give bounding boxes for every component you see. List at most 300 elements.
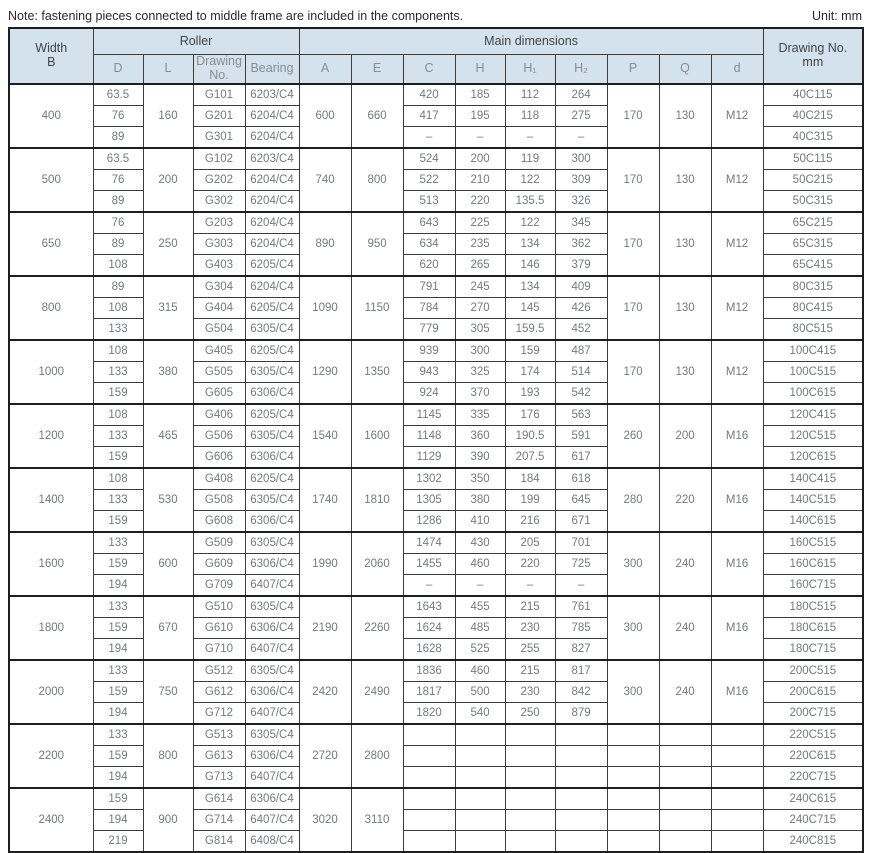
roller-d-cell: 159 [93,681,143,702]
dim-h-cell: 540 [455,702,505,724]
dim-c-cell: 791 [403,276,455,298]
width-b-cell: 500 [9,148,93,212]
drawing-no-mm-cell: 200C615 [763,681,863,702]
dim-h1-cell: 193 [505,382,555,404]
dim-h2-cell: 542 [555,382,607,404]
bearing-cell: 6204/C4 [245,276,299,298]
dim-h-cell: 210 [455,169,505,190]
table-row [9,745,863,766]
drawing-no-mm-cell: 50C315 [763,190,863,212]
dim-e-cell: 1600 [351,404,403,468]
width-b-cell: 1400 [9,468,93,532]
dim-h1-cell: 207.5 [505,446,555,468]
roller-drawing-no-cell: G712 [193,702,245,724]
dim-q-cell: 130 [659,148,711,212]
roller-drawing-no-cell: G406 [193,404,245,426]
roller-l-cell: 250 [143,212,193,276]
roller-drawing-no-cell: G613 [193,745,245,766]
dim-q-cell: 240 [659,532,711,596]
dim-c-cell [403,745,455,766]
dim-h2-cell: 345 [555,212,607,234]
dim-h-cell: 410 [455,510,505,532]
bearing-cell: 6407/C4 [245,702,299,724]
dim-h2-cell: 827 [555,638,607,660]
dim-c-cell: 1286 [403,510,455,532]
dim-q-cell: 240 [659,660,711,724]
bearing-cell: 6305/C4 [245,318,299,340]
dim-c-cell: 1628 [403,638,455,660]
dim-p-cell [607,830,659,852]
roller-d-cell: 89 [93,126,143,148]
table-row [9,532,863,554]
roller-d-cell: 159 [93,553,143,574]
roller-d-cell: 108 [93,254,143,276]
roller-d-cell: 159 [93,382,143,404]
dim-h2-cell [555,788,607,810]
dim-h1-cell: 220 [505,553,555,574]
roller-l-cell: 315 [143,276,193,340]
drawing-no-mm-cell: 240C615 [763,788,863,810]
bearing-cell: 6408/C4 [245,830,299,852]
dim-e-cell: 2260 [351,596,403,660]
dim-h1-cell: 118 [505,105,555,126]
drawing-no-label-line1: Drawing No. [778,41,848,55]
roller-d-cell: 63.5 [93,148,143,170]
dim-h2-cell: 452 [555,318,607,340]
bearing-cell: 6407/C4 [245,809,299,830]
table-row [9,809,863,830]
dim-p-cell [607,788,659,810]
dim-h1-cell: 134 [505,233,555,254]
drawing-no-mm-cell: 220C715 [763,766,863,788]
dim-h1-cell: 146 [505,254,555,276]
dim-c-cell: – [403,574,455,596]
dim-e-cell: 2800 [351,724,403,788]
col-header-d: D [93,55,143,84]
roller-drawing-no-cell: G609 [193,553,245,574]
bearing-cell: 6306/C4 [245,510,299,532]
dim-h-cell [455,766,505,788]
col-header-small-d: d [711,55,763,84]
dim-h1-cell: 112 [505,84,555,106]
dim-a-cell: 2720 [299,724,351,788]
roller-l-cell: 750 [143,660,193,724]
bearing-cell: 6305/C4 [245,489,299,510]
dim-e-cell: 660 [351,84,403,148]
bearing-cell: 6204/C4 [245,190,299,212]
roller-drawing-no-cell: G202 [193,169,245,190]
dim-h1-cell: 215 [505,660,555,682]
dim-c-cell: 1474 [403,532,455,554]
drawing-no-mm-cell: 160C715 [763,574,863,596]
dim-p-cell: 170 [607,84,659,148]
col-header-l: L [143,55,193,84]
dim-q-cell: 130 [659,340,711,404]
dim-c-cell: 1836 [403,660,455,682]
dim-h2-cell: 326 [555,190,607,212]
dim-c-cell: 1624 [403,617,455,638]
roller-d-cell: 159 [93,617,143,638]
dim-h-cell: 195 [455,105,505,126]
dim-h2-cell: 842 [555,681,607,702]
roller-d-cell: 108 [93,340,143,362]
roller-d-cell: 194 [93,766,143,788]
roller-d-cell: 194 [93,638,143,660]
dim-h-cell [455,788,505,810]
dim-h2-cell: 761 [555,596,607,618]
dim-h-cell: 430 [455,532,505,554]
roller-d-cell: 133 [93,596,143,618]
roller-d-cell: 89 [93,190,143,212]
dim-d-cell: M16 [711,404,763,468]
dim-d-cell [711,830,763,852]
table-row [9,788,863,810]
dim-q-cell [659,809,711,830]
drawing-no-mm-cell: 40C115 [763,84,863,106]
dim-h-cell: 380 [455,489,505,510]
bearing-cell: 6305/C4 [245,660,299,682]
dim-c-cell: 943 [403,361,455,382]
col-header-h: H [455,55,505,84]
drawing-no-mm-cell: 160C615 [763,553,863,574]
dim-d-cell: M12 [711,148,763,212]
drawing-no-mm-cell: 220C515 [763,724,863,746]
roller-d-cell: 108 [93,297,143,318]
roller-d-cell: 76 [93,105,143,126]
width-b-cell: 650 [9,212,93,276]
drawing-no-mm-cell: 160C515 [763,532,863,554]
dim-h1-cell [505,766,555,788]
bearing-cell: 6203/C4 [245,148,299,170]
dim-h-cell: 335 [455,404,505,426]
col-header-width-b [9,28,93,84]
roller-l-cell: 800 [143,724,193,788]
dim-h1-cell [505,745,555,766]
roller-d-cell: 76 [93,212,143,234]
drawing-no-mm-cell: 65C415 [763,254,863,276]
roller-drawing-no-cell: G605 [193,382,245,404]
dim-d-cell: M12 [711,276,763,340]
dim-h1-cell: 215 [505,596,555,618]
roller-drawing-no-cell: G203 [193,212,245,234]
dim-c-cell: 1129 [403,446,455,468]
dim-h-cell [455,745,505,766]
dim-h-cell [455,830,505,852]
drawing-no-mm-cell: 240C715 [763,809,863,830]
dim-h-cell: 460 [455,553,505,574]
table-row [9,830,863,852]
bearing-cell: 6305/C4 [245,724,299,746]
roller-d-cell: 133 [93,489,143,510]
dim-h1-cell: 122 [505,169,555,190]
dim-h2-cell [555,766,607,788]
dim-q-cell: 130 [659,212,711,276]
roller-d-cell: 76 [93,169,143,190]
dim-h2-cell: 617 [555,446,607,468]
dim-c-cell: 634 [403,233,455,254]
bearing-cell: 6306/C4 [245,681,299,702]
drawing-no-mm-cell: 100C515 [763,361,863,382]
width-b-cell: 1000 [9,340,93,404]
dim-h-cell: 350 [455,468,505,490]
dim-h1-cell [505,830,555,852]
dim-p-cell [607,745,659,766]
drawing-no-mm-cell: 120C515 [763,425,863,446]
dim-c-cell: 779 [403,318,455,340]
dim-e-cell: 800 [351,148,403,212]
dim-h1-cell: 184 [505,468,555,490]
roller-d-cell: 108 [93,404,143,426]
dim-h2-cell: 671 [555,510,607,532]
roller-drawing-no-cell: G408 [193,468,245,490]
dim-c-cell: 522 [403,169,455,190]
roller-l-cell: 465 [143,404,193,468]
dim-a-cell: 600 [299,84,351,148]
dim-e-cell: 950 [351,212,403,276]
roller-drawing-no-cell: G101 [193,84,245,106]
bearing-cell: 6306/C4 [245,788,299,810]
dim-a-cell: 740 [299,148,351,212]
dim-d-cell: M12 [711,340,763,404]
dim-h1-cell: 174 [505,361,555,382]
dim-c-cell: 1145 [403,404,455,426]
dim-d-cell [711,766,763,788]
dim-q-cell: 200 [659,404,711,468]
dim-h2-cell [555,809,607,830]
drawing-no-mm-cell: 180C515 [763,596,863,618]
dim-c-cell: – [403,126,455,148]
bearing-cell: 6305/C4 [245,532,299,554]
roller-drawing-no-cell: G509 [193,532,245,554]
width-b-cell: 2000 [9,660,93,724]
dim-h-cell: 485 [455,617,505,638]
bearing-cell: 6305/C4 [245,596,299,618]
roller-d-cell: 133 [93,660,143,682]
roller-d-cell: 133 [93,425,143,446]
dim-h-cell: 245 [455,276,505,298]
dim-h1-cell: 190.5 [505,425,555,446]
roller-drawing-no-cell: G506 [193,425,245,446]
roller-d-cell: 133 [93,724,143,746]
width-b-cell: 1800 [9,596,93,660]
drawing-no-mm-cell: 50C115 [763,148,863,170]
width-b-cell: 1200 [9,404,93,468]
roller-drawing-no-cell: G710 [193,638,245,660]
dim-d-cell: M16 [711,660,763,724]
dim-h2-cell [555,830,607,852]
col-header-bearing: Bearing [245,55,299,84]
dim-h-cell: 225 [455,212,505,234]
dim-d-cell: M16 [711,468,763,532]
dim-a-cell: 890 [299,212,351,276]
roller-drawing-no-cell: G610 [193,617,245,638]
roller-drawing-no-cell: G405 [193,340,245,362]
dim-p-cell: 170 [607,276,659,340]
table-row [9,766,863,788]
bearing-cell: 6204/C4 [245,105,299,126]
col-header-p: P [607,55,659,84]
dim-h2-cell: 563 [555,404,607,426]
dim-h2-cell: 701 [555,532,607,554]
dim-h1-cell: 205 [505,532,555,554]
roller-d-cell: 89 [93,276,143,298]
dim-e-cell: 1350 [351,340,403,404]
dim-c-cell: 1305 [403,489,455,510]
dim-c-cell: 1148 [403,425,455,446]
dim-c-cell: 420 [403,84,455,106]
width-b-cell: 800 [9,276,93,340]
drawing-no-mm-cell: 50C215 [763,169,863,190]
bearing-cell: 6205/C4 [245,340,299,362]
dim-h2-cell: 309 [555,169,607,190]
bearing-cell: 6205/C4 [245,468,299,490]
drawing-no-mm-cell: 240C815 [763,830,863,852]
dim-h1-cell: 122 [505,212,555,234]
dim-h-cell: 220 [455,190,505,212]
dim-h1-cell: 159.5 [505,318,555,340]
roller-drawing-no-cell: G302 [193,190,245,212]
dim-h2-cell: 264 [555,84,607,106]
drawing-no-mm-cell: 40C315 [763,126,863,148]
dim-e-cell: 2060 [351,532,403,596]
roller-l-cell: 530 [143,468,193,532]
dim-p-cell [607,809,659,830]
roller-drawing-no-cell: G304 [193,276,245,298]
dim-h-cell: 360 [455,425,505,446]
width-b-cell: 1600 [9,532,93,596]
dim-h1-cell: – [505,126,555,148]
width-label-line1: Width [35,41,68,55]
roller-drawing-no-cell: G201 [193,105,245,126]
dim-c-cell: 1455 [403,553,455,574]
table-row [9,596,863,618]
drawing-no-mm-cell: 100C615 [763,382,863,404]
dim-a-cell: 1290 [299,340,351,404]
drawing-no-label-line2: mm [802,54,824,69]
dim-p-cell: 300 [607,660,659,724]
dim-h2-cell: 618 [555,468,607,490]
roller-drawing-no-cell: G102 [193,148,245,170]
roller-drawing-no-cell: G303 [193,233,245,254]
drawing-no-mm-cell: 80C315 [763,276,863,298]
roller-l-cell: 200 [143,148,193,212]
dim-h2-cell: 785 [555,617,607,638]
drawing-no-mm-cell: 180C715 [763,638,863,660]
table-row [9,724,863,746]
dim-a-cell: 1090 [299,276,351,340]
drawing-no-mm-cell: 80C415 [763,297,863,318]
dim-p-cell: 280 [607,468,659,532]
col-header-drawing-no: Drawing No. [193,55,245,84]
dim-p-cell: 300 [607,596,659,660]
bearing-cell: 6204/C4 [245,233,299,254]
roller-d-cell: 89 [93,233,143,254]
drawing-no-mm-cell: 200C715 [763,702,863,724]
roller-l-cell: 600 [143,532,193,596]
col-header-h2: H₂ [555,55,607,84]
bearing-cell: 6306/C4 [245,745,299,766]
dim-p-cell: 260 [607,404,659,468]
drawing-no-mm-cell: 140C415 [763,468,863,490]
roller-drawing-no-cell: G510 [193,596,245,618]
bearing-cell: 6306/C4 [245,446,299,468]
width-b-cell: 2400 [9,788,93,852]
dim-c-cell [403,830,455,852]
dim-h1-cell [505,809,555,830]
dim-h2-cell: 817 [555,660,607,682]
dim-h-cell: 325 [455,361,505,382]
drawing-no-mm-cell: 65C315 [763,233,863,254]
table-row [9,468,863,490]
drawing-no-mm-cell: 140C515 [763,489,863,510]
drawing-no-mm-cell: 120C615 [763,446,863,468]
bearing-cell: 6407/C4 [245,574,299,596]
dim-h1-cell: 135.5 [505,190,555,212]
roller-d-cell: 133 [93,361,143,382]
dim-a-cell: 1540 [299,404,351,468]
dim-h1-cell: 145 [505,297,555,318]
dim-c-cell [403,809,455,830]
dim-h-cell: 270 [455,297,505,318]
dim-c-cell: 620 [403,254,455,276]
roller-l-cell: 670 [143,596,193,660]
bearing-cell: 6407/C4 [245,766,299,788]
dim-h-cell: 185 [455,84,505,106]
width-label-line2: B [47,54,56,69]
dim-h-cell: 300 [455,340,505,362]
roller-drawing-no-cell: G404 [193,297,245,318]
dim-h1-cell: 230 [505,617,555,638]
bearing-cell: 6203/C4 [245,84,299,106]
dim-c-cell: 417 [403,105,455,126]
dim-q-cell: 130 [659,276,711,340]
drawing-no-mm-cell: 80C515 [763,318,863,340]
drawing-no-mm-cell: 40C215 [763,105,863,126]
dim-h1-cell: 216 [505,510,555,532]
roller-drawing-no-cell: G505 [193,361,245,382]
dim-e-cell: 2490 [351,660,403,724]
drawing-no-mm-cell: 200C515 [763,660,863,682]
bearing-cell: 6305/C4 [245,425,299,446]
dim-h2-cell: 379 [555,254,607,276]
dim-a-cell: 1740 [299,468,351,532]
dim-q-cell [659,724,711,746]
dim-c-cell: 924 [403,382,455,404]
roller-drawing-no-cell: G403 [193,254,245,276]
dim-a-cell: 2190 [299,596,351,660]
roller-l-cell: 380 [143,340,193,404]
dim-e-cell: 1150 [351,276,403,340]
table-row [9,148,863,170]
table-row [9,404,863,426]
width-b-cell: 2200 [9,724,93,788]
dim-h-cell: – [455,574,505,596]
col-group-roller: Roller [93,28,299,55]
dim-p-cell: 170 [607,212,659,276]
dim-c-cell: 784 [403,297,455,318]
dim-d-cell: M16 [711,532,763,596]
dim-h2-cell: – [555,126,607,148]
drawing-no-mm-cell: 120C415 [763,404,863,426]
dim-h1-cell: 134 [505,276,555,298]
dim-h2-cell: 591 [555,425,607,446]
roller-d-cell: 133 [93,318,143,340]
bearing-cell: 6306/C4 [245,617,299,638]
bearing-cell: 6205/C4 [245,297,299,318]
dim-q-cell [659,788,711,810]
dim-h1-cell: 159 [505,340,555,362]
dim-c-cell: 643 [403,212,455,234]
